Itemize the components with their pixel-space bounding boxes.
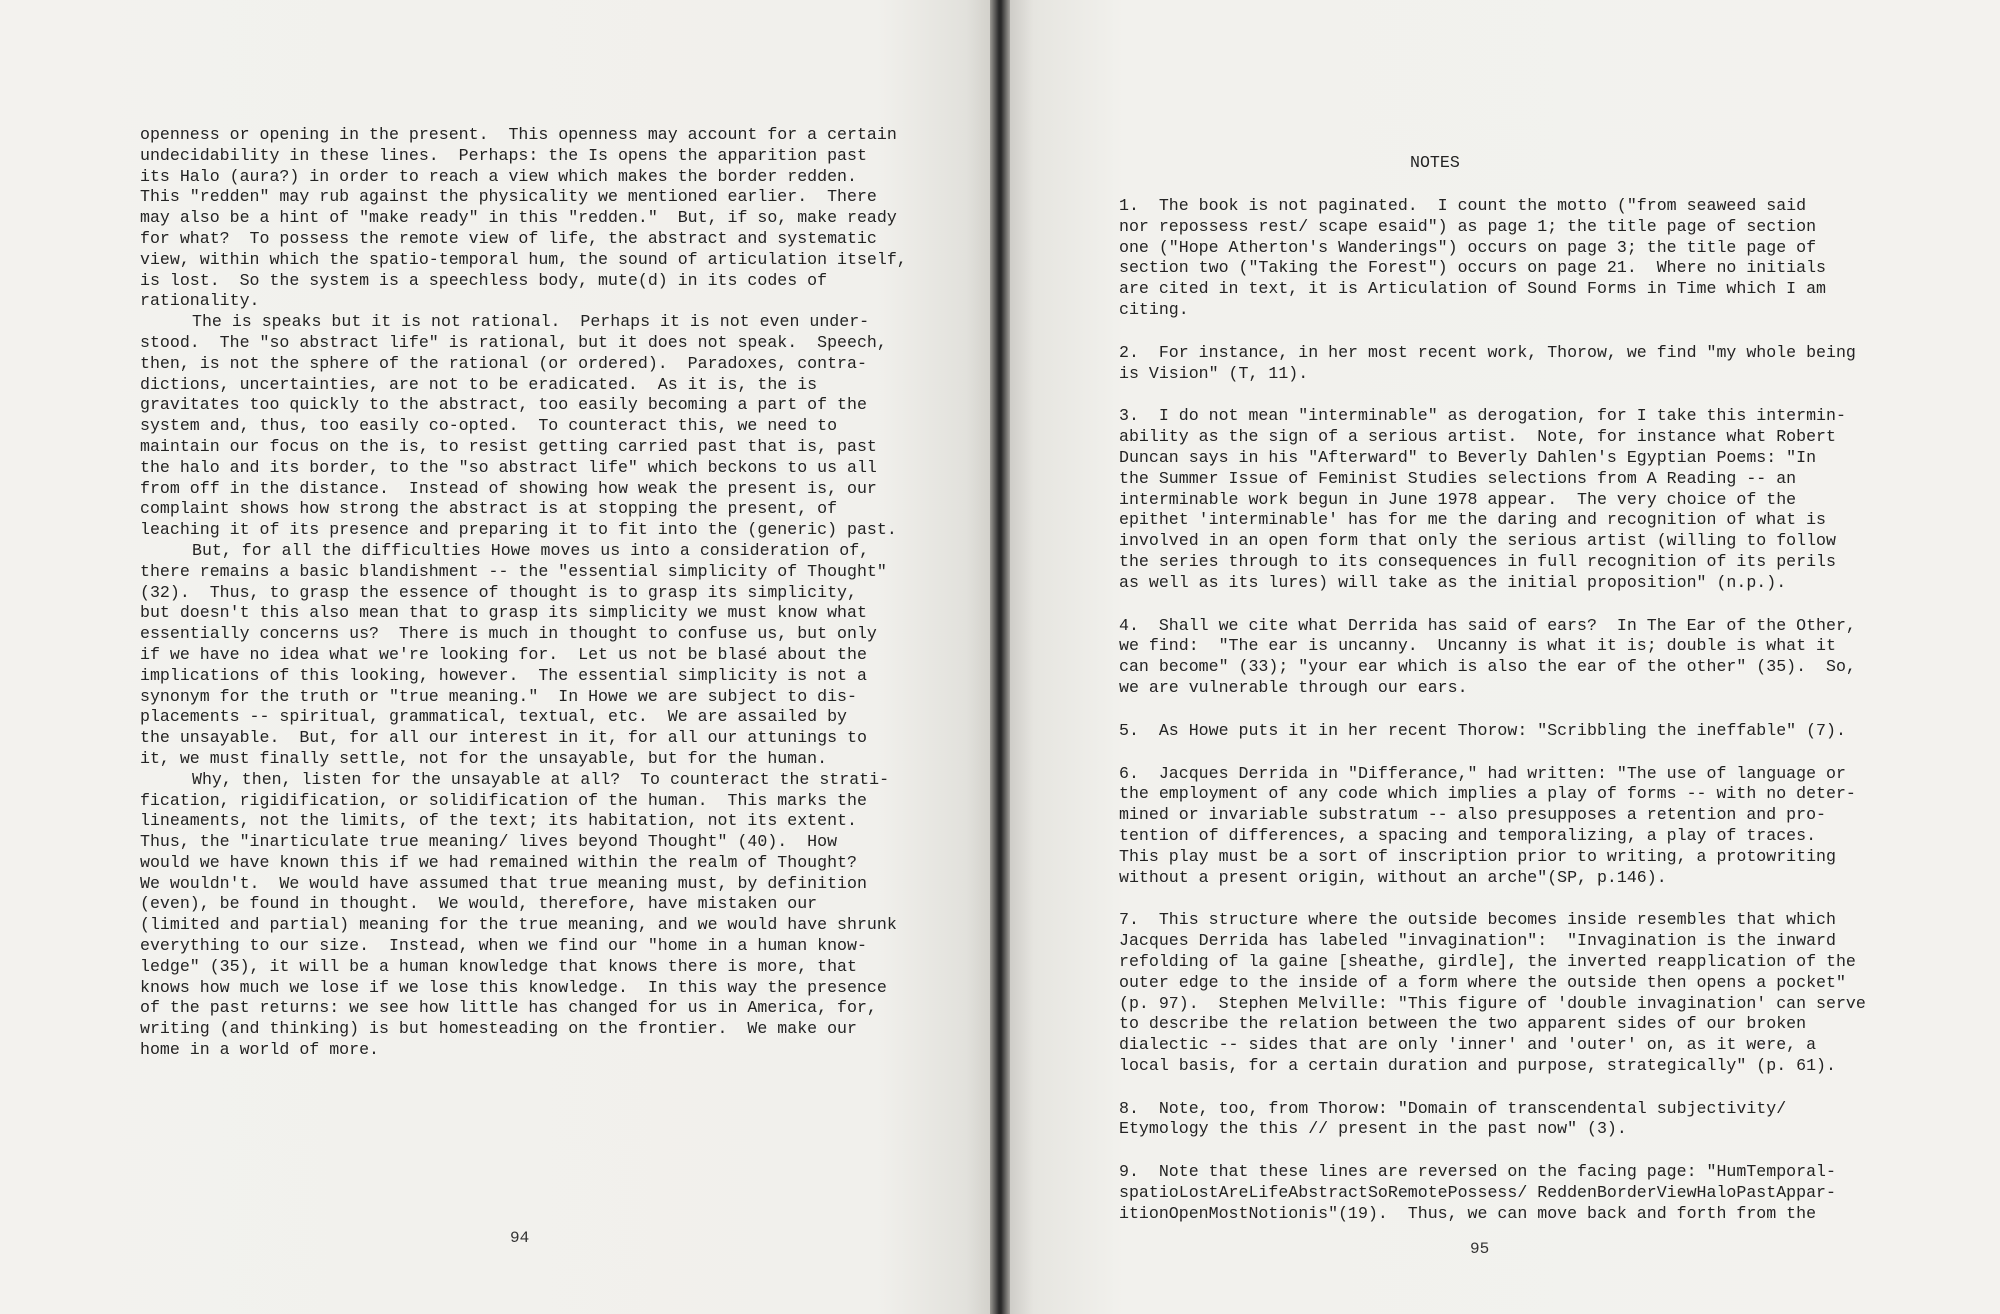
paragraph-line: if we have no idea what we're looking for. Let us not be blasé about the <box>140 644 867 664</box>
left-page-body <box>140 125 907 1061</box>
note-line: Etymology the this // present in the past now" (3). <box>1119 1119 1627 1139</box>
paragraph-line: lineaments, not the limits, of the text; its habitation, not its extent. <box>140 811 857 831</box>
paragraph-line: (32). Thus, to grasp the essence of thought is to grasp its simplicity, <box>140 582 857 602</box>
paragraph-line: openness or opening in the present. This openness may account for a certain <box>140 125 897 144</box>
paragraph-line: We wouldn't. We would have assumed that true meaning must, by definition <box>140 873 867 893</box>
paragraph-line: undecidability in these lines. Perhaps: the Is opens the apparition past <box>140 145 867 165</box>
paragraph-line: ledge" (35), it will be a human knowledge that knows there is more, that <box>140 956 857 976</box>
note-line: the Summer Issue of Feminist Studies selections from A Reading -- an <box>1119 468 1797 488</box>
paragraph-line: the halo and its border, to the "so abstract life" which beckons to us all <box>140 457 877 477</box>
note-line: Jacques Derrida has labeled "invagination": "Invagination is the inward <box>1119 931 1836 951</box>
note-line: epithet 'interminable' has for me the daring and recognition of what is <box>1119 510 1827 530</box>
note-line: Duncan says in his "Afterward" to Beverly Dahlen's Egyptian Poems: "In <box>1119 447 1817 467</box>
paragraph-line: complaint shows how strong the abstract is at stopping the present, of <box>140 499 838 519</box>
note-line: we are vulnerable through our ears. <box>1119 677 1468 697</box>
paragraph-line: of the past returns: we see how little has changed for us in America, for, <box>140 998 877 1018</box>
paragraph-line: it, we must finally settle, not for the unsayable, but for the human. <box>140 748 828 768</box>
note-line: nor repossess rest/ scape esaid") as page 1; the title page of section <box>1119 216 1817 236</box>
paragraph-line: there remains a basic blandishment -- the "essential simplicity of Thought" <box>140 561 887 581</box>
paragraph-line: is lost. So the system is a speechless body, mute(d) in its codes of <box>140 270 828 290</box>
note-line: the employment of any code which implies a play of forms -- with no deter- <box>1119 784 1856 804</box>
notes-heading: NOTES <box>1410 153 1460 172</box>
note-line: one ("Hope Atherton's Wanderings") occurs on page 3; the title page of <box>1119 237 1817 257</box>
paragraph-line: knows how much we lose if we lose this knowledge. In this way the presence <box>140 977 887 997</box>
note-line: 3. I do not mean "interminable" as derogation, for I take this intermin- <box>1119 406 1846 426</box>
note-line: without a present origin, without an arche"(SP, p.146). <box>1119 867 1667 887</box>
paragraph-line: rationality. <box>140 291 260 311</box>
note-line: citing. <box>1119 299 1189 319</box>
paragraph-line: fication, rigidification, or solidification of the human. This marks the <box>140 790 867 810</box>
paragraph-line: gravitates too quickly to the abstract, too easily becoming a part of the <box>140 395 867 415</box>
note-line: 5. As Howe puts it in her recent Thorow: "Scribbling the ineffable" (7). <box>1119 720 1846 740</box>
note-item <box>1119 1099 1866 1141</box>
paragraph-line: would we have known this if we had remained within the realm of Thought? <box>140 852 857 872</box>
paragraph-line: maintain our focus on the is, to resist getting carried past that is, past <box>140 436 877 456</box>
note-item <box>1119 343 1866 385</box>
note-line: (p. 97). Stephen Melville: "This figure of 'double invagination' can serve <box>1119 993 1866 1013</box>
paragraph-line: (even), be found in thought. We would, therefore, have mistaken our <box>140 894 818 914</box>
note-line: mined or invariable substratum -- also presupposes a retention and pro- <box>1119 805 1827 825</box>
paragraph-line: placements -- spiritual, grammatical, textual, etc. We are assailed by <box>140 707 848 727</box>
note-line: outer edge to the inside of a form where the outside then opens a pocket" <box>1119 972 1846 992</box>
note-line: involved in an open form that only the serious artist (willing to follow <box>1119 531 1836 551</box>
note-line: 2. For instance, in her most recent work, Thorow, we find "my whole being <box>1119 342 1856 362</box>
paragraph-line: The is speaks but it is not rational. Perhaps it is not even under- <box>192 312 870 332</box>
paragraph-line: everything to our size. Instead, when we find our "home in a human know- <box>140 936 867 956</box>
note-line: interminable work begun in June 1978 appear. The very choice of the <box>1119 489 1797 509</box>
note-line: the series through to its consequences in full recognition of its perils <box>1119 551 1836 571</box>
paragraph-line: implications of this looking, however. The essential simplicity is not a <box>140 665 867 685</box>
paragraph-line: dictions, uncertainties, are not to be eradicated. As it is, the is <box>140 374 818 394</box>
note-line: as well as its lures) will take as the initial proposition" (n.p.). <box>1119 572 1787 592</box>
note-item <box>1119 196 1866 321</box>
paragraph-line: for what? To possess the remote view of life, the abstract and systematic <box>140 228 877 248</box>
paragraph-line: may also be a hint of "make ready" in this "redden." But, if so, make ready <box>140 208 897 228</box>
paragraph-line: (limited and partial) meaning for the true meaning, and we would have shrunk <box>140 915 897 935</box>
notes-list <box>1119 196 1866 1247</box>
page-number-right: 95 <box>1470 1240 1490 1258</box>
paragraph-line: stood. The "so abstract life" is rational, but it does not speak. Speech, <box>140 332 887 352</box>
note-line: spatioLostAreLifeAbstractSoRemotePossess/ ReddenBorderViewHaloPastAppar- <box>1119 1183 1836 1203</box>
paragraph-line: then, is not the sphere of the rational (or ordered). Paradoxes, contra- <box>140 353 867 373</box>
note-line: 9. Note that these lines are reversed on the facing page: "HumTemporal- <box>1119 1162 1836 1182</box>
paragraph-line: synonym for the truth or "true meaning." In Howe we are subject to dis- <box>140 686 857 706</box>
note-line: ability as the sign of a serious artist. Note, for instance what Robert <box>1119 427 1836 447</box>
note-line: 8. Note, too, from Thorow: "Domain of transcendental subjectivity/ <box>1119 1098 1787 1118</box>
note-line: is Vision" (T, 11). <box>1119 363 1309 383</box>
note-line: itionOpenMostNotionis"(19). Thus, we can move back and forth from the <box>1119 1203 1817 1223</box>
note-line: refolding of la gaine [sheathe, girdle], the inverted reapplication of the <box>1119 951 1856 971</box>
paragraph-line: leaching it of its presence and preparing it to fit into the (generic) past. <box>140 520 897 540</box>
note-item <box>1119 616 1866 699</box>
note-item <box>1119 764 1866 889</box>
page-number-left: 94 <box>510 1229 530 1247</box>
paragraph-line: essentially concerns us? There is much in thought to confuse us, but only <box>140 624 877 644</box>
note-line: 7. This structure where the outside becomes inside resembles that which <box>1119 910 1836 930</box>
note-line: 4. Shall we cite what Derrida has said of ears? In The Ear of the Other, <box>1119 615 1856 635</box>
note-line: local basis, for a certain duration and purpose, strategically" (p. 61). <box>1119 1055 1836 1075</box>
paragraph-line: system and, thus, too easily co-opted. To counteract this, we need to <box>140 416 838 436</box>
paragraph-line: the unsayable. But, for all our interest in it, for all our attunings to <box>140 728 867 748</box>
paragraph-line: Thus, the "inarticulate true meaning/ lives beyond Thought" (40). How <box>140 832 838 852</box>
note-line: section two ("Taking the Forest") occurs on page 21. Where no initials <box>1119 258 1827 278</box>
paragraph-line: its Halo (aura?) in order to reach a view which makes the border redden. <box>140 166 857 186</box>
paragraph-line: Why, then, listen for the unsayable at all? To counteract the strati- <box>192 769 890 789</box>
paragraph-line: This "redden" may rub against the physicality we mentioned earlier. There <box>140 187 877 207</box>
paragraph-line: view, within which the spatio-temporal hum, the sound of articulation itself, <box>140 249 907 269</box>
note-line: are cited in text, it is Articulation of Sound Forms in Time which I am <box>1119 279 1827 299</box>
paragraph-line: But, for all the difficulties Howe moves us into a consideration of, <box>192 540 870 560</box>
note-item <box>1119 721 1866 742</box>
paragraph-line: from off in the distance. Instead of showing how weak the present is, our <box>140 478 877 498</box>
paragraph-line: writing (and thinking) is but homesteading on the frontier. We make our <box>140 1019 857 1039</box>
note-line: 1. The book is not paginated. I count the motto ("from seaweed said <box>1119 196 1807 215</box>
note-line: tention of differences, a spacing and temporalizing, a play of traces. <box>1119 825 1817 845</box>
note-line: can become" (33); "your ear which is also the ear of the other" (35). So, <box>1119 657 1856 677</box>
note-line: we find: "The ear is uncanny. Uncanny is what it is; double is what it <box>1119 636 1836 656</box>
note-line: dialectic -- sides that are only 'inner' and 'outer' on, as it were, a <box>1119 1035 1817 1055</box>
note-line: 6. Jacques Derrida in "Differance," had written: "The use of language or <box>1119 763 1846 783</box>
paragraph-line: but doesn't this also mean that to grasp its simplicity we must know what <box>140 603 867 623</box>
note-item <box>1119 910 1866 1076</box>
note-line: to describe the relation between the two apparent sides of our broken <box>1119 1014 1807 1034</box>
note-item <box>1119 1162 1866 1224</box>
note-item <box>1119 406 1866 593</box>
note-line: This play must be a sort of inscription prior to writing, a protowriting <box>1119 846 1836 866</box>
paragraph-line: home in a world of more. <box>140 1040 379 1060</box>
book-gutter <box>990 0 1010 1314</box>
